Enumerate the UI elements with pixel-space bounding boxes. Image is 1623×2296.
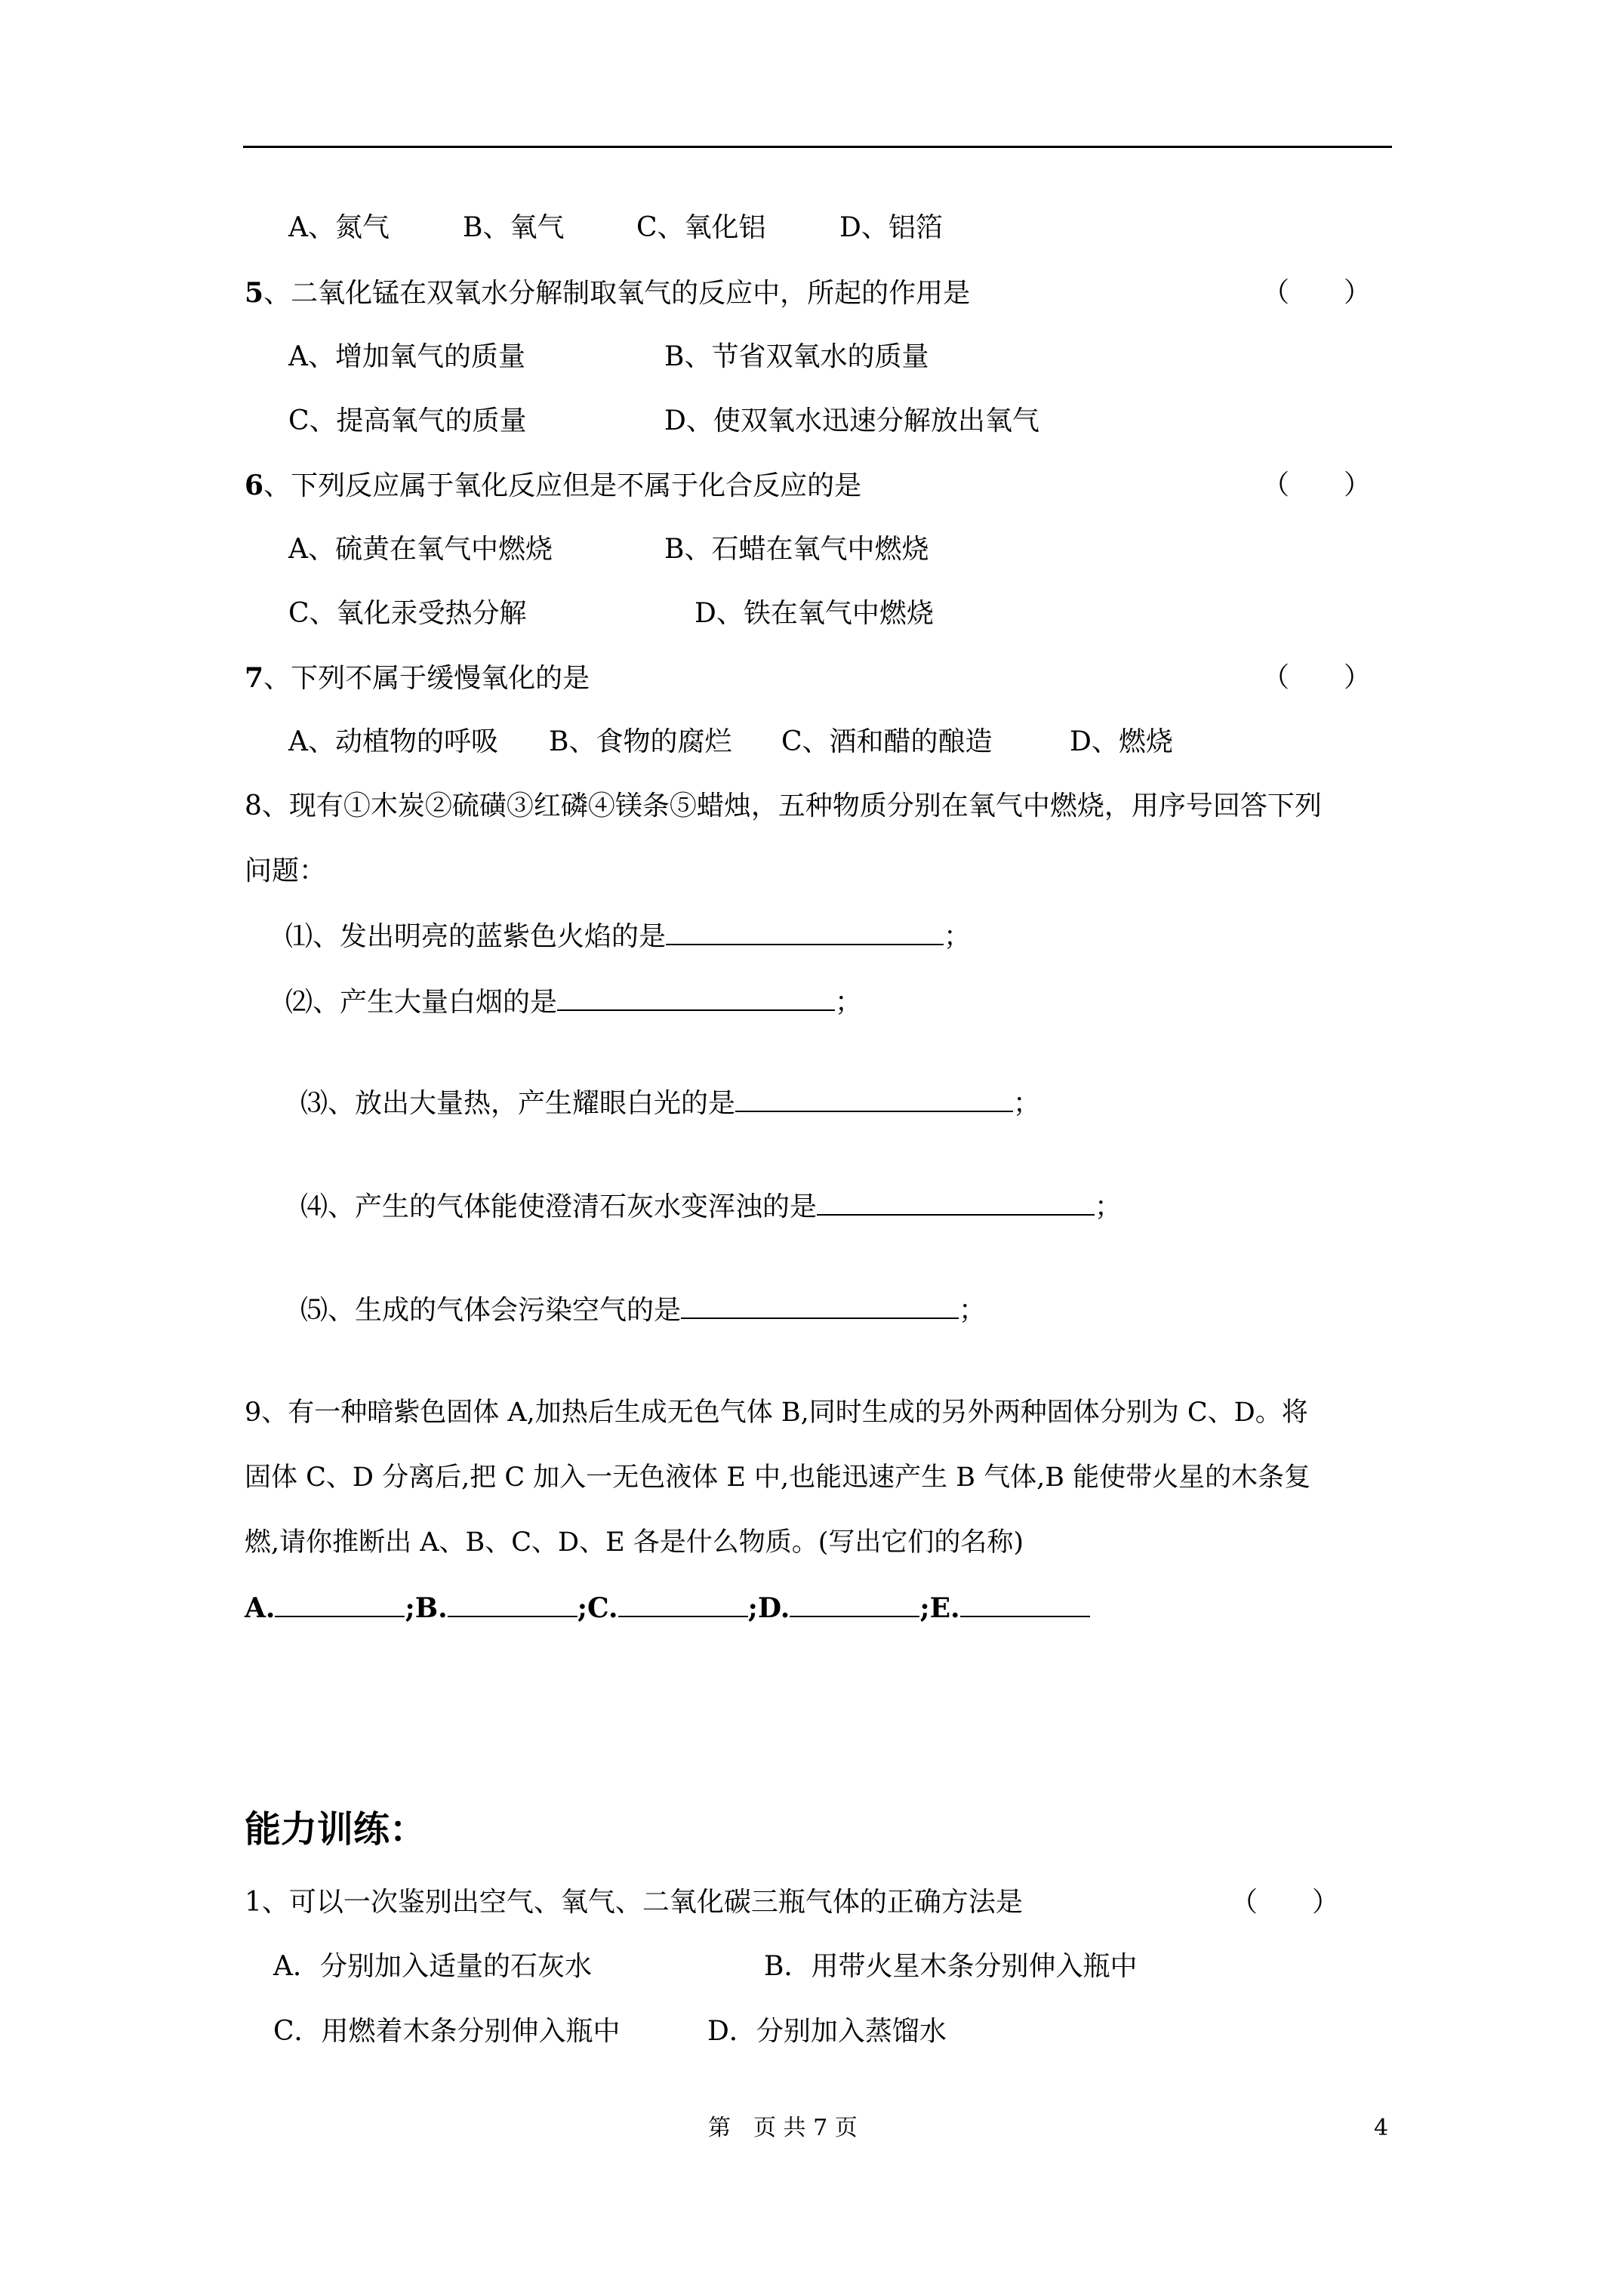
q5-answer-paren: （ ） — [1262, 277, 1372, 308]
q9-question-line1: 9、有一种暗紫色固体 A,加热后生成无色气体 B,同时生成的另外两种固体分别为 C、D。将 — [245, 1398, 1308, 1428]
q7-option-c: C、酒和醋的酿造 — [781, 726, 993, 757]
q6-option-c: C、氧化汞受热分解 — [288, 598, 527, 629]
q9-blank-d[interactable] — [790, 1593, 919, 1617]
q8-sub4-blank[interactable] — [817, 1191, 1095, 1216]
q8-sub4: ⑷、产生的气体能使澄清石灰水变浑浊的是 ； — [300, 1191, 1123, 1222]
q4-option-b: B、氧气 — [463, 212, 565, 243]
ability-q1-option-a: A．分别加入适量的石灰水 — [273, 1951, 592, 1982]
q5-option-b: B、节省双氧水的质量 — [664, 341, 929, 372]
q9-blank-c[interactable] — [618, 1593, 748, 1617]
q7-option-b: B、食物的腐烂 — [549, 726, 732, 757]
header-rule — [243, 146, 1392, 148]
q4-option-d: D、铝箔 — [839, 212, 943, 243]
q9-answer-line: A. ;B. ;C. ;D. ;E. — [245, 1593, 1090, 1623]
q9-blank-a[interactable] — [275, 1593, 405, 1617]
ability-q1-question: 1、可以一次鉴别出空气、氧气、二氧化碳三瓶气体的正确方法是 — [245, 1887, 1023, 1918]
q8-sub5: ⑸、生成的气体会污染空气的是 ； — [300, 1295, 987, 1326]
q8-sub5-blank[interactable] — [681, 1295, 959, 1319]
q5-option-d: D、使双氧水迅速分解放出氧气 — [664, 405, 1039, 436]
q4-option-c: C、氧化铝 — [636, 212, 766, 243]
q6-question: 6、下列反应属于氧化反应但是不属于化合反应的是 — [245, 470, 862, 501]
q9-blank-b[interactable] — [448, 1593, 577, 1617]
q7-answer-paren: （ ） — [1262, 662, 1372, 693]
q8-sub1: ⑴、发出明亮的蓝紫色火焰的是 ； — [285, 921, 972, 952]
q8-sub3-blank[interactable] — [735, 1088, 1013, 1112]
q8-sub1-blank[interactable] — [666, 921, 944, 945]
q8-question-line1: 8、现有①木炭②硫磺③红磷④镁条⑤蜡烛，五种物质分别在氧气中燃烧，用序号回答下列 — [245, 791, 1322, 821]
section-title: 能力训练： — [245, 1808, 427, 1851]
q8-question-line2: 问题： — [245, 855, 327, 886]
q8-sub3: ⑶、放出大量热，产生耀眼白光的是 ； — [300, 1088, 1041, 1119]
q6-option-a: A、硫黄在氧气中燃烧 — [288, 534, 553, 565]
q6-answer-paren: （ ） — [1262, 470, 1372, 501]
q5-option-a: A、增加氧气的质量 — [288, 341, 525, 372]
q5-question: 5、二氧化锰在双氧水分解制取氧气的反应中，所起的作用是 — [245, 277, 971, 309]
ability-q1-answer-paren: （ ） — [1230, 1887, 1340, 1918]
ability-q1-option-d: D．分别加入蒸馏水 — [707, 2016, 947, 2047]
q8-sub2-blank[interactable] — [557, 987, 835, 1011]
q9-question-line2: 固体 C、D 分离后,把 C 加入一无色液体 E 中,也能迅速产生 B 气体,B 能使带火星的木条复 — [245, 1462, 1311, 1493]
q8-sub2: ⑵、产生大量白烟的是 ； — [285, 987, 863, 1018]
footer-page-info: 第 页 共 7 页 — [708, 2115, 858, 2141]
q6-option-d: D、铁在氧气中燃烧 — [694, 598, 934, 629]
q7-question: 7、下列不属于缓慢氧化的是 — [245, 662, 590, 694]
q7-option-d: D、燃烧 — [1070, 726, 1173, 757]
q9-question-line3: 燃,请你推断出 A、B、C、D、E 各是什么物质。(写出它们的名称) — [245, 1527, 1024, 1558]
q4-option-a: A、氮气 — [288, 212, 390, 243]
footer-page-number: 4 — [1374, 2115, 1389, 2141]
q9-blank-e[interactable] — [960, 1593, 1090, 1617]
ability-q1-option-b: B．用带火星木条分别伸入瓶中 — [764, 1951, 1138, 1982]
ability-q1-option-c: C．用燃着木条分别伸入瓶中 — [273, 2016, 621, 2047]
q5-option-c: C、提高氧气的质量 — [288, 405, 527, 436]
q7-option-a: A、动植物的呼吸 — [288, 726, 498, 757]
q6-option-b: B、石蜡在氧气中燃烧 — [664, 534, 929, 565]
